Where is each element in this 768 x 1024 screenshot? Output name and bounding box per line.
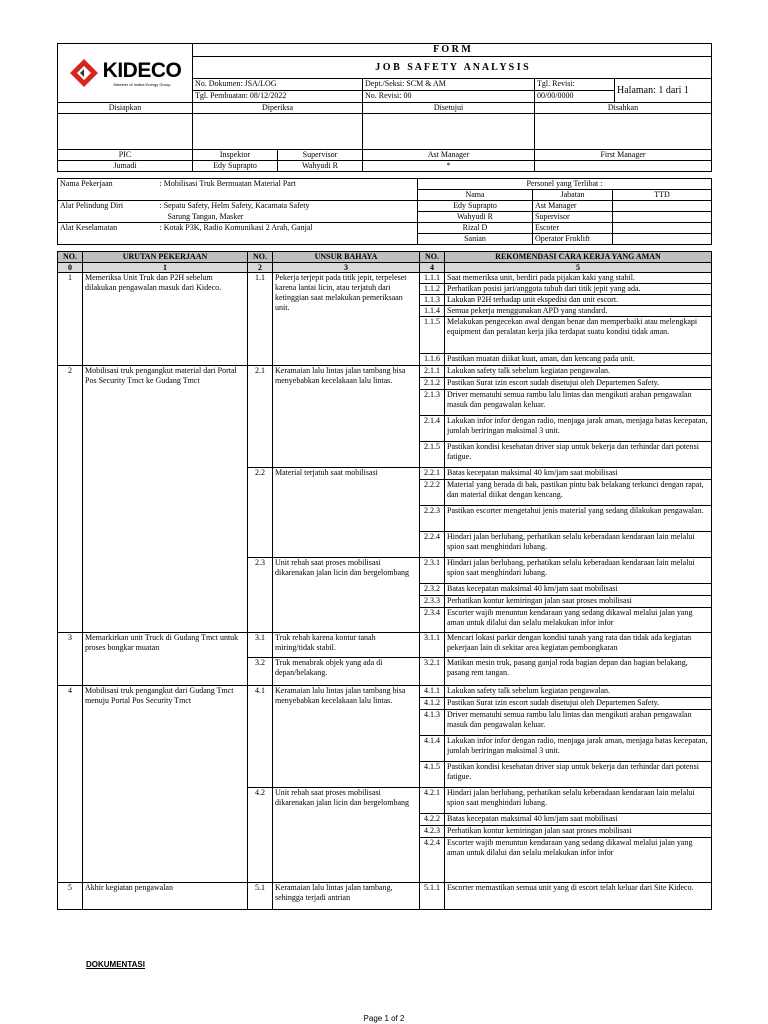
tgl-pembuatan: Tgl. Pembuatan: 08/12/2022 <box>193 91 363 103</box>
kideco-logo-icon <box>69 58 99 88</box>
hazard-description: Pekerja terjepit pada titik jepit, terpeleset karena lantai licin, atau terjatuh dari ketinggian saat melakukan pemeriksaan unit. <box>273 273 420 366</box>
hazard-number: 2.3 <box>248 558 273 633</box>
rec-number: 4.1.5 <box>420 762 445 788</box>
apd-1: : Sepatu Safety, Helm Safety, Kacamata Safety <box>158 201 418 212</box>
hazard-description: Unit rebah saat proses mobilisasi dikarenakan jalan licin dan bergelombang <box>273 788 420 883</box>
personel-header-ttd: TTD <box>613 190 712 201</box>
col-number: 0 <box>58 263 83 273</box>
personel-nama: Sanian <box>418 234 533 245</box>
header-unsur-bahaya: UNSUR BAHAYA <box>273 252 420 263</box>
step-number: 5 <box>58 883 83 910</box>
hazard-description: Truk rebah karena kontur tanah miring/tidak stabil. <box>273 633 420 658</box>
nama-pekerjaan: : Mobilisasi Truk Bermuatan Material Part <box>158 179 418 190</box>
personel-nama: Rizal D <box>418 223 533 234</box>
rec-number: 1.1.5 <box>420 317 445 354</box>
rec-number: 2.3.4 <box>420 608 445 633</box>
page-number: Page 1 of 2 <box>363 1014 405 1023</box>
personel-ttd <box>613 234 712 245</box>
rec-number: 2.2.1 <box>420 468 445 480</box>
header-urutan-pekerjaan: URUTAN PEKERJAAN <box>83 252 248 263</box>
recommendation: Semua pekerja menggunakan APD yang standard. <box>445 306 712 317</box>
rec-number: 2.1.2 <box>420 378 445 390</box>
role-first-manager: First Manager <box>535 150 712 161</box>
approval-table <box>57 102 712 150</box>
recommendation: Perhatikan kontur kemiringan jalan saat proses mobilisasi <box>445 826 712 838</box>
recommendation: Driver mematuhi semua rambu lalu lintas dan mengikuti arahan pengawalan masuk dan pengawalan keluar. <box>445 390 712 416</box>
recommendation: Escorter memastikan semua unit yang di escort telah keluar dari Site Kideco. <box>445 883 712 910</box>
job-info-table <box>57 178 712 245</box>
rec-number: 4.2.3 <box>420 826 445 838</box>
recommendation: Pastikan Surat izin escort sudah disetujui oleh Departemen Safety. <box>445 698 712 710</box>
apd-2: Sarung Tangan, Masker <box>158 212 418 223</box>
rec-number: 2.2.3 <box>420 506 445 532</box>
hazard-number: 1.1 <box>248 273 273 366</box>
col-number: 5 <box>445 263 712 273</box>
jsa-table <box>57 251 712 910</box>
recommendation: Pastikan muatan diikat kuat, aman, dan kencang pada unit. <box>445 354 712 366</box>
personel-nama: Wahyudi R <box>418 212 533 223</box>
hazard-number: 4.2 <box>248 788 273 883</box>
recommendation: Mencari lokasi parkir dengan kondisi tanah yang rata dan tidak ada kegiatan pekerjaan lain di sekitar area kegiatan pembongkaran <box>445 633 712 658</box>
rec-number: 1.1.6 <box>420 354 445 366</box>
rec-number: 2.3.3 <box>420 596 445 608</box>
recommendation: Saat memeriksa unit, berdiri pada pijakan kaki yang stabil. <box>445 273 712 284</box>
label-disahkan: Disahkan <box>535 103 712 114</box>
name-first-manager <box>535 161 712 172</box>
personel-ttd <box>613 212 712 223</box>
rec-number: 2.3.2 <box>420 584 445 596</box>
step-description: Memeriksa Unit Truk dan P2H sebelum dilakukan pengawalan masuk dari Kideco. <box>83 273 248 366</box>
personel-title: Personel yang Terlibat : <box>418 179 712 190</box>
tgl-revisi-label: Tgl. Revisi: <box>535 79 615 91</box>
hazard-number: 2.1 <box>248 366 273 468</box>
recommendation: Pastikan escorter mengetahui jenis material yang sedang dilakukan pengawalan. <box>445 506 712 532</box>
recommendation: Pastikan Surat izin escort sudah disetujui oleh Departemen Safety. <box>445 378 712 390</box>
document-title: J O B S A F E T Y A N A L Y S I S <box>193 57 712 79</box>
hazard-description: Truk menabrak objek yang ada di depan/belakang. <box>273 658 420 686</box>
col-number: 3 <box>273 263 420 273</box>
recommendation: Hindari jalan berlubang, perhatikan selalu keberadaan kendaraan lain melalui spion saat menghindari lubang. <box>445 558 712 584</box>
rec-number: 4.1.4 <box>420 736 445 762</box>
recommendation: Melakukan pengecekan awal dengan benar dan memperbaiki atau melengkapi equipment dan peralatan kerja jika terdapat suatu kondisi tidak aman. <box>445 317 712 354</box>
hazard-description: Keramaian lalu lintas jalan tambang bisa menyebabkan kecelakaan lalu lintas. <box>273 686 420 788</box>
rec-number: 4.1.2 <box>420 698 445 710</box>
rec-number: 2.1.5 <box>420 442 445 468</box>
hazard-description: Keramaian lalu lintas jalan tambang bisa menyebabkan kecelakaan lalu lintas. <box>273 366 420 468</box>
personel-jabatan: Operator Froklift <box>533 234 613 245</box>
halaman: Halaman: 1 dari 1 <box>615 79 712 103</box>
col-number: 4 <box>420 263 445 273</box>
col-number: 2 <box>248 263 273 273</box>
rec-number: 3.2.1 <box>420 658 445 686</box>
apd-label: Alat Pelindung Diri <box>58 201 158 212</box>
no-revisi: No. Revisi: 00 <box>363 91 535 103</box>
header-no: NO. <box>58 252 83 263</box>
hazard-description: Unit rebah saat proses mobilisasi dikarenakan jalan licin dan bergelombang <box>273 558 420 633</box>
name-supervisor: Wahyudi R <box>278 161 363 172</box>
step-number: 2 <box>58 366 83 633</box>
recommendation: Escorter wajib menuntun kendaraan yang sedang dikawal melalui jalan yang aman untuk dilalui dan selalu melakukan infor infor <box>445 838 712 883</box>
recommendation: Lakukan infor infor dengan radio, menjaga jarak aman, menjaga batas kecepatan, jumlah beriringan maksimal 3 unit. <box>445 416 712 442</box>
rec-number: 2.1.4 <box>420 416 445 442</box>
header-no: NO. <box>248 252 273 263</box>
recommendation: Pastikan kondisi kesehatan driver siap untuk bekerja dan terhindar dari potensi fatigue. <box>445 762 712 788</box>
rec-number: 1.1.1 <box>420 273 445 284</box>
signature-disetujui <box>363 114 535 150</box>
personel-ttd <box>613 201 712 212</box>
rec-number: 2.1.3 <box>420 390 445 416</box>
recommendation: Perhatikan posisi jari/anggota tubuh dari titik jepit yang ada. <box>445 284 712 295</box>
personel-jabatan: Escoter <box>533 223 613 234</box>
recommendation: Lakukan safety talk sebelum kegiatan pengawalan. <box>445 686 712 698</box>
logo <box>58 44 193 103</box>
rec-number: 4.1.1 <box>420 686 445 698</box>
step-number: 4 <box>58 686 83 883</box>
rec-number: 4.2.2 <box>420 814 445 826</box>
personel-jabatan: Ast Manager <box>533 201 613 212</box>
header-no: NO. <box>420 252 445 263</box>
personel-header-nama: Nama <box>418 190 533 201</box>
rec-number: 3.1.1 <box>420 633 445 658</box>
rec-number: 4.2.1 <box>420 788 445 814</box>
step-description: Mobilisasi truk pengangkut material dari Portal Pos Security Tmct ke Gudang Tmct <box>83 366 248 633</box>
recommendation: Matikan mesin truk, pasang ganjal roda bagian depan dan bagian belakang, pasang rem tangan. <box>445 658 712 686</box>
rec-number: 1.1.4 <box>420 306 445 317</box>
col-number: 1 <box>83 263 248 273</box>
rec-number: 2.2.2 <box>420 480 445 506</box>
rec-number: 2.2.4 <box>420 532 445 558</box>
personel-ttd <box>613 223 712 234</box>
recommendation: Escorter wajib menuntun kendaraan yang sedang dikawal melalui jalan yang aman untuk dilalui dan selalu melakukan infor infor <box>445 608 712 633</box>
hazard-number: 3.1 <box>248 633 273 658</box>
label-disiapkan: Disiapkan <box>58 103 193 114</box>
rec-number: 1.1.3 <box>420 295 445 306</box>
rec-number: 4.2.4 <box>420 838 445 883</box>
hazard-description: Material terjatuh saat mobilisasi <box>273 468 420 558</box>
document-header <box>57 43 712 103</box>
signature-diperiksa <box>193 114 363 150</box>
rec-number: 2.3.1 <box>420 558 445 584</box>
role-ast-manager: Ast Manager <box>363 150 535 161</box>
role-inspektor: Inspektor <box>193 150 278 161</box>
rec-number: 1.1.2 <box>420 284 445 295</box>
label-disetujui: Disetujui <box>363 103 535 114</box>
recommendation: Driver mematuhi semua rambu lalu lintas dan mengikuti arahan pengawalan masuk dan pengawalan keluar. <box>445 710 712 736</box>
dept-seksi: Dept./Seksi: SCM & AM <box>363 79 535 91</box>
recommendation: Lakukan infor infor dengan radio, menjaga jarak aman, menjaga batas kecepatan, jumlah beriringan maksimal 3 unit. <box>445 736 712 762</box>
role-pic: PIC <box>58 150 193 161</box>
header-rekomendasi: REKOMENDASI CARA KERJA YANG AMAN <box>445 252 712 263</box>
label-diperiksa: Diperiksa <box>193 103 363 114</box>
name-pic: Jumadi <box>58 161 193 172</box>
keselamatan: : Kotak P3K, Radio Komunikasi 2 Arah, Ganjal <box>158 223 418 234</box>
dokumentasi-heading: DOKUMENTASI <box>86 960 145 969</box>
hazard-number: 5.1 <box>248 883 273 910</box>
step-number: 1 <box>58 273 83 366</box>
name-inspektor: Edy Suprapto <box>193 161 278 172</box>
personel-jabatan: Supervisor <box>533 212 613 223</box>
recommendation: Batas kecepatan maksimal 40 km/jam saat mobilisasi <box>445 814 712 826</box>
recommendation: Hindari jalan berlubang, perhatikan selalu keberadaan kendaraan lain melalui spion saat menghindari lubang. <box>445 532 712 558</box>
recommendation: Pastikan kondisi kesehatan driver siap untuk bekerja dan terhindar dari potensi fatigue. <box>445 442 712 468</box>
logo-text: KIDECO <box>102 58 182 82</box>
personel-header-jabatan: Jabatan <box>533 190 613 201</box>
name-ast-manager: * <box>363 161 535 172</box>
step-description: Mobilisasi truk pengangkut dari Gudang Tmct menuju Portal Pos Security Tmct <box>83 686 248 883</box>
recommendation: Material yang berada di bak, pastikan pintu bak belakang terkunci dengan rapat, dan material diikat dengan kencang. <box>445 480 712 506</box>
rec-number: 2.1.1 <box>420 366 445 378</box>
hazard-number: 4.1 <box>248 686 273 788</box>
recommendation: Perhatikan kontur kemiringan jalan saat proses mobilisasi <box>445 596 712 608</box>
recommendation: Lakukan P2H terhadap unit ekspedisi dan unit escort. <box>445 295 712 306</box>
signature-disiapkan <box>58 114 193 150</box>
recommendation: Batas kecepatan maksimal 40 km/jam saat mobilisasi <box>445 584 712 596</box>
rec-number: 4.1.3 <box>420 710 445 736</box>
tgl-revisi: 00/00/0000 <box>535 91 615 103</box>
personel-nama: Edy Suprapto <box>418 201 533 212</box>
step-number: 3 <box>58 633 83 686</box>
recommendation: Lakukan safety talk sebelum kegiatan pengawalan. <box>445 366 712 378</box>
nama-pekerjaan-label: Nama Pekerjaan <box>58 179 158 190</box>
approval-roles-table <box>57 149 712 172</box>
form-label: F O R M <box>193 44 712 57</box>
keselamatan-label: Alat Keselamatan <box>58 223 158 234</box>
step-description: Akhir kegiatan pengawalan <box>83 883 248 910</box>
no-dokumen: No. Dokumen: JSA/LOG <box>193 79 363 91</box>
recommendation: Batas kecepatan maksimal 40 km/jam saat mobilisasi <box>445 468 712 480</box>
rec-number: 5.1.1 <box>420 883 445 910</box>
hazard-description: Keramaian lalu lintas jalan tambang, sehingga terjadi antrian <box>273 883 420 910</box>
signature-disahkan <box>535 114 712 150</box>
recommendation: Hindari jalan berlubang, perhatikan selalu keberadaan kendaraan lain melalui spion saat menghindari lubang. <box>445 788 712 814</box>
step-description: Memarkirkan unit Truck di Gudang Tmct untuk proses bongkar muatan <box>83 633 248 686</box>
hazard-number: 2.2 <box>248 468 273 558</box>
logo-subtitle: Member of Indika Energy Group <box>113 81 171 87</box>
hazard-number: 3.2 <box>248 658 273 686</box>
role-supervisor: Supervisor <box>278 150 363 161</box>
